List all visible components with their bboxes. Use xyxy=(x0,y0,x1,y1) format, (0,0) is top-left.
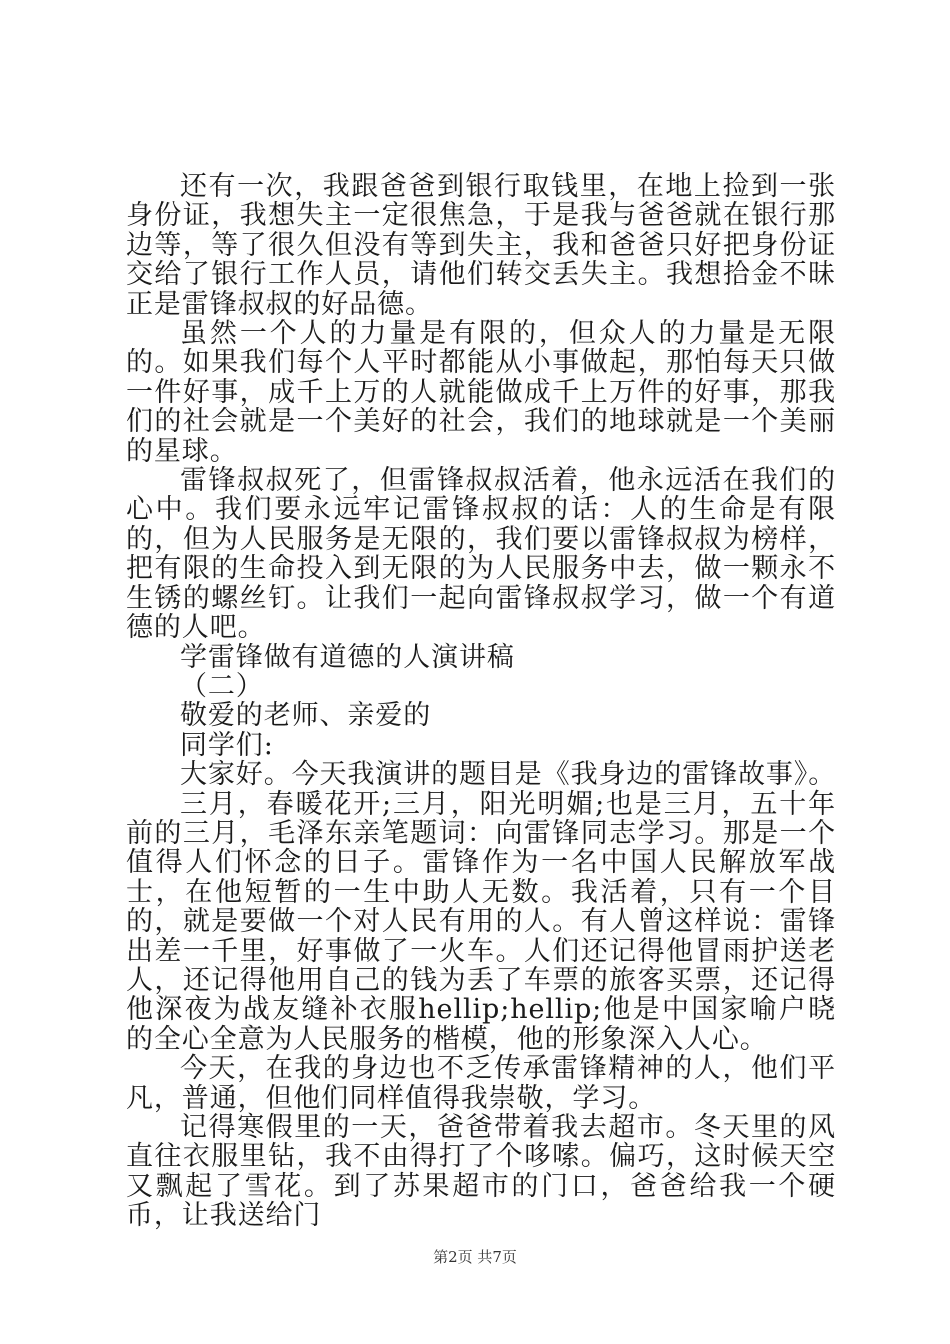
paragraph-march: 三月，春暖花开;三月，阳光明媚;也是三月，五十年前的三月，毛泽东亲笔题词：向雷锋同志学习。那是一个值得人们怀念的日子。雷锋作为一名中国人民解放军战士，在他短暂的一生中助人无数。我活着，只有一个目的，就是要做一个对人民有用的人。有人曾这样说：雷锋出差一千里，好事做了一火车。人们还记得他冒雨护送老人，还记得他用自己的钱为丢了车票的旅客买票，还记得他深夜为战友缝补衣服hellip;hellip;他是中国家喻户晓的全心全意为人民服务的楷模，他的形象深入人心。 xyxy=(126,788,836,1055)
salutation-teachers: 敬爱的老师、亲爱的 xyxy=(180,700,432,732)
page-footer: 第2页 共7页 xyxy=(433,1248,517,1266)
paragraph-id-card: 还有一次，我跟爸爸到银行取钱里，在地上捡到一张身份证，我想失主一定很焦急，于是我与爸爸就在银行那边等，等了很久但没有等到失主，我和爸爸只好把身份证交给了银行工作人员，请他们转交丢失主。我想拾金不昧正是雷锋叔叔的好品德。 xyxy=(126,171,836,320)
speech-title: 学雷锋做有道德的人演讲稿 xyxy=(180,641,515,673)
speech-number: （二） xyxy=(180,670,264,702)
salutation-students: 同学们: xyxy=(180,729,274,761)
paragraph-collective-power: 虽然一个人的力量是有限的，但众人的力量是无限的。如果我们每个人平时都能从小事做起，那怕每天只做一件好事，成千上万的人就能做成千上万件的好事，那我们的社会就是一个美好的社会，我们的地球就是一个美丽的星球。 xyxy=(126,318,836,467)
paragraph-today: 今天，在我的身边也不乏传承雷锋精神的人，他们平凡，普通，但他们同样值得我崇敬，学习。 xyxy=(126,1053,836,1114)
opening-line: 大家好。今天我演讲的题目是《我身边的雷锋故事》。 xyxy=(180,759,837,791)
body-text xyxy=(126,172,836,1231)
paragraph-winter-day: 记得寒假里的一天，爸爸带着我去超市。冬天里的风直往衣服里钻，我不由得打了个哆嗦。偏巧，这时候天空又飘起了雪花。到了苏果超市的门口，爸爸给我一个硬币，让我送给门 xyxy=(126,1112,836,1232)
paragraph-lei-feng-lives: 雷锋叔叔死了，但雷锋叔叔活着，他永远活在我们的心中。我们要永远牢记雷锋叔叔的话：人的生命是有限的，但为人民服务是无限的，我们要以雷锋叔叔为榜样，把有限的生命投入到无限的为人民服务中去，做一颗永不生锈的螺丝钉。让我们一起向雷锋叔叔学习，做一个有道德的人吧。 xyxy=(126,465,836,644)
